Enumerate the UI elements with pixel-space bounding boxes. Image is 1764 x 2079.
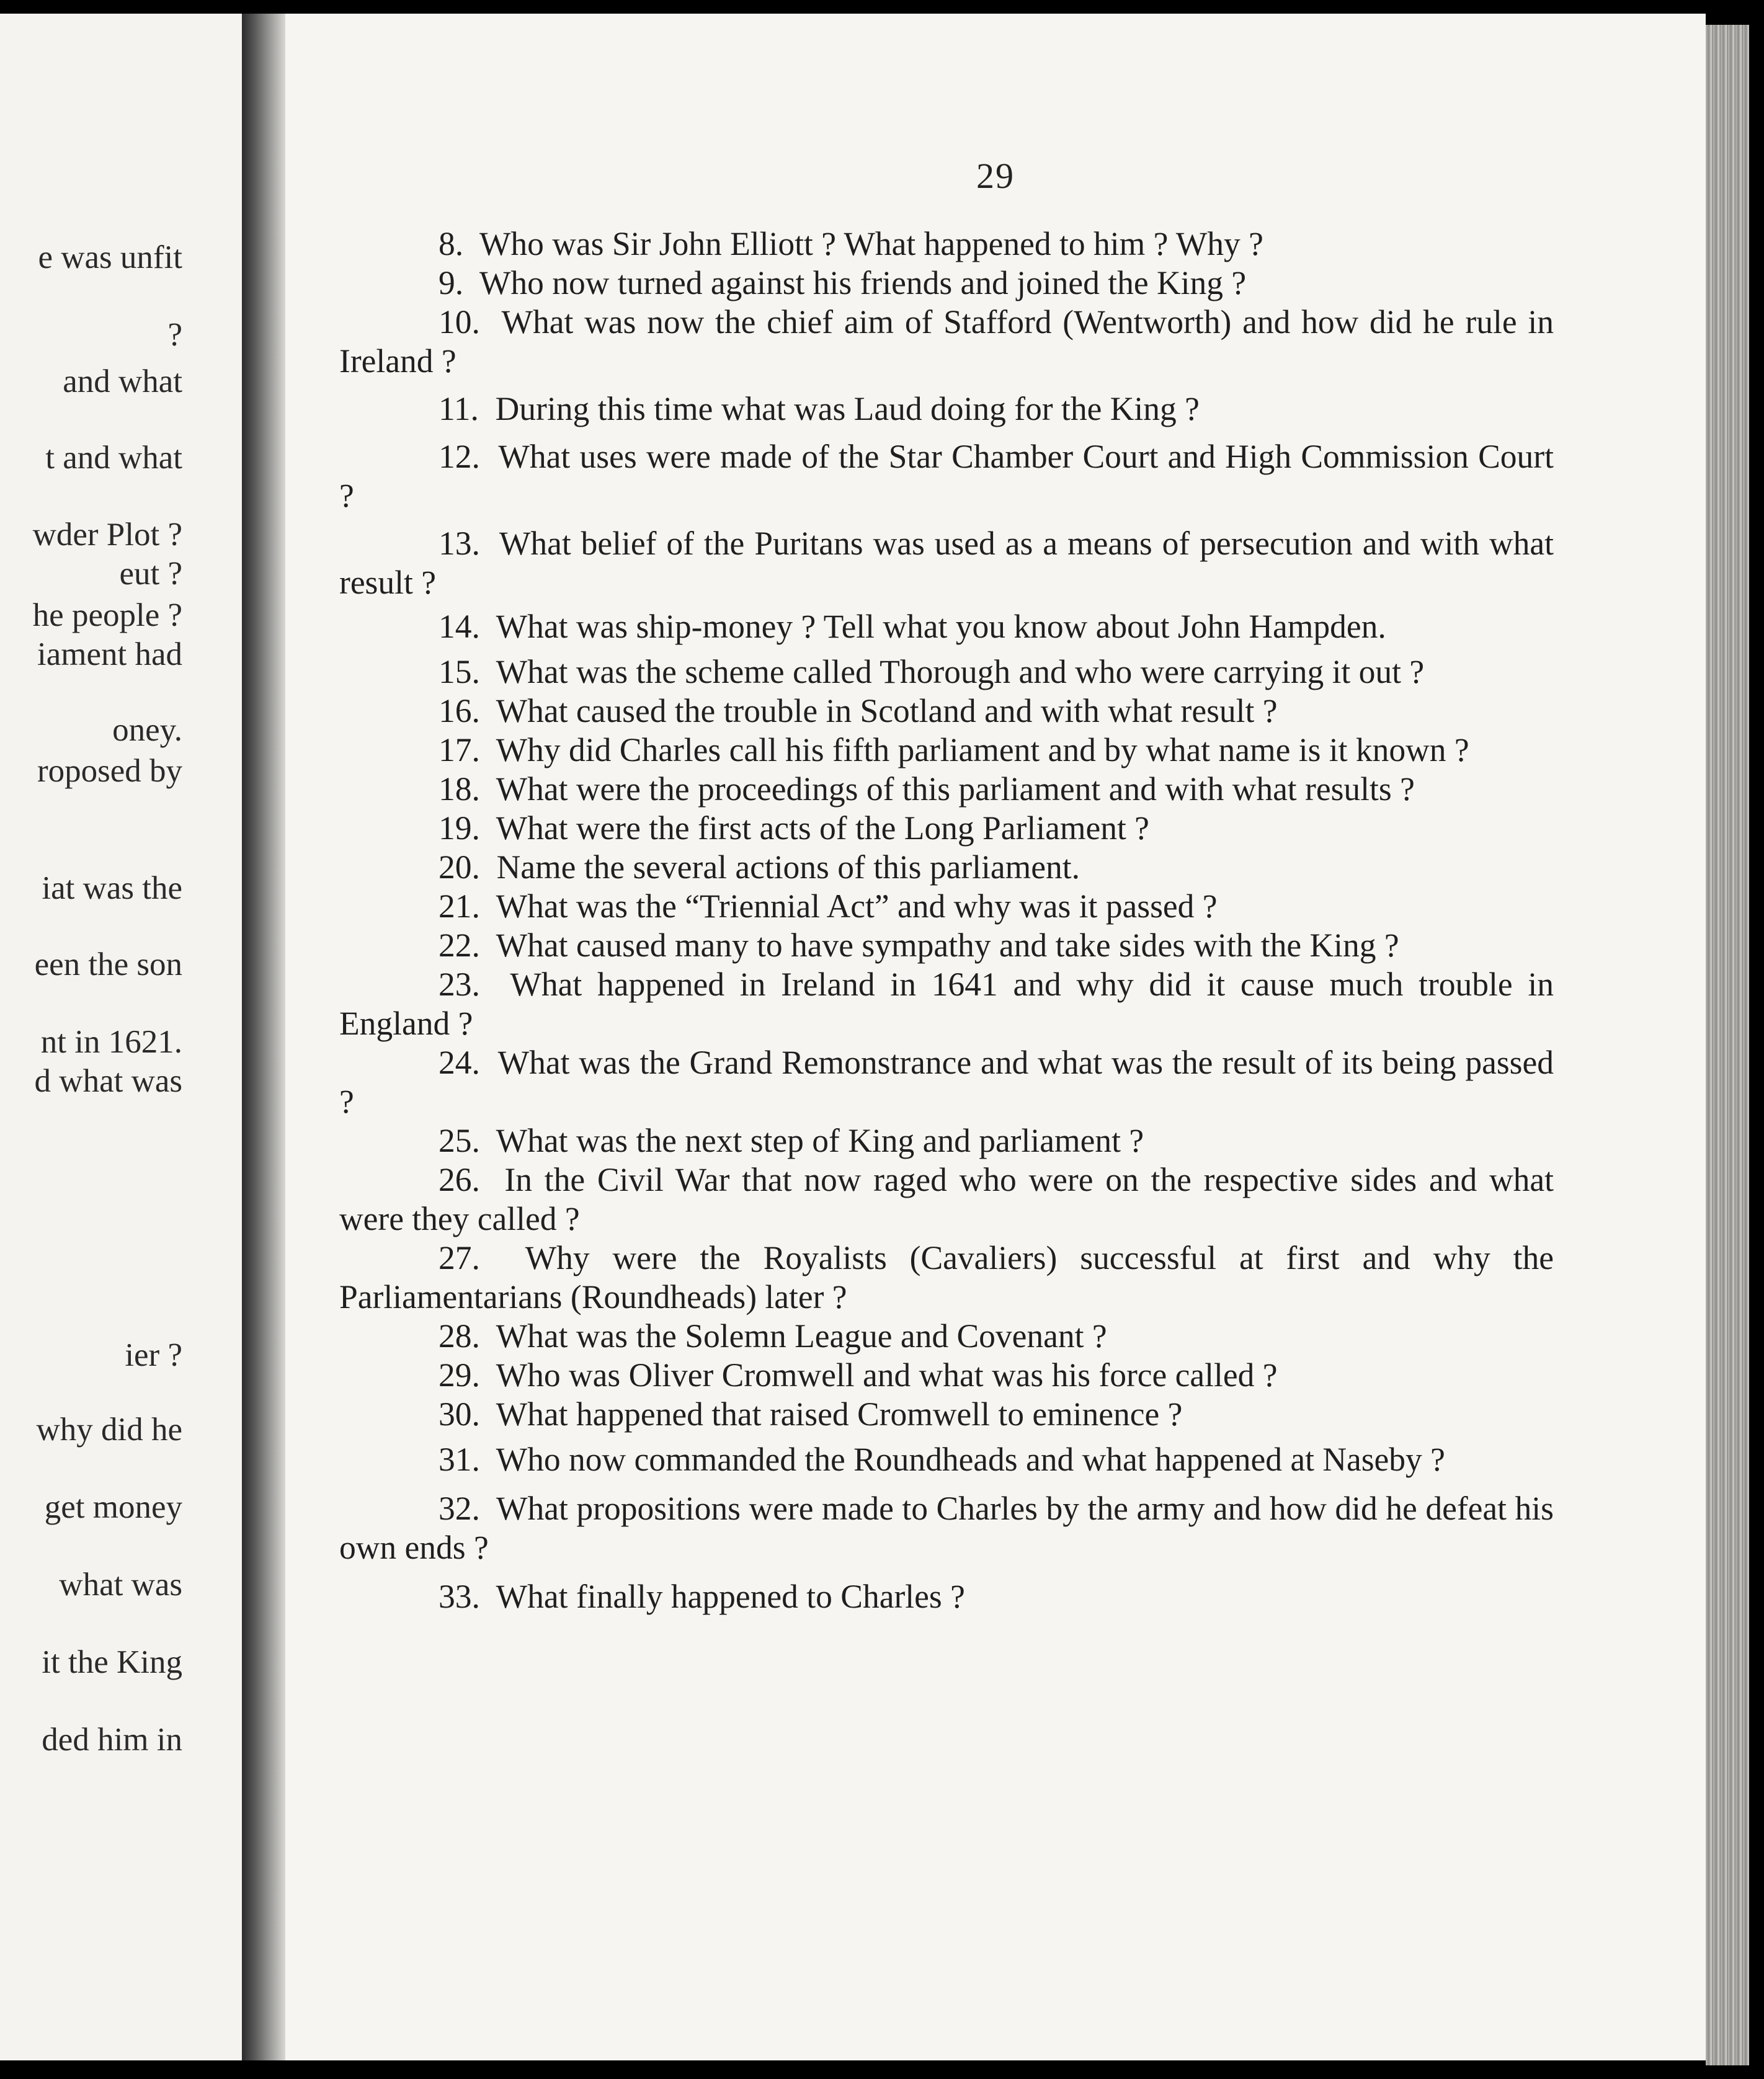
question-number: 20. xyxy=(439,848,480,886)
question-item xyxy=(339,848,1554,887)
question-number: 15. xyxy=(439,653,480,690)
left-page-line: wder Plot ? xyxy=(32,517,182,553)
question-number: 22. xyxy=(439,927,480,964)
question-text: What was the Solemn League and Covenant ? xyxy=(496,1317,1107,1355)
question-text: What were the proceedings of this parliament and with what results ? xyxy=(496,770,1415,808)
question-text: What caused many to have sympathy and take sides with the King ? xyxy=(496,927,1399,964)
question-number: 32. xyxy=(439,1490,480,1527)
question-text: Who was Sir John Elliott ? What happened to him ? Why ? xyxy=(479,225,1263,262)
left-page-line: ier ? xyxy=(125,1337,182,1373)
question-text: What was ship-money ? Tell what you know about John Hampden. xyxy=(496,608,1386,645)
left-page-line: e was unfit xyxy=(38,239,182,275)
left-page-line: t and what xyxy=(45,440,182,476)
question-text: What uses were made of the Star Chamber Court and High Commission Court ? xyxy=(339,438,1554,514)
question-number: 11. xyxy=(439,390,479,427)
question-item xyxy=(339,390,1554,429)
question-number: 9. xyxy=(439,264,464,301)
question-text: What propositions were made to Charles by the army and how did he defeat his own ends ? xyxy=(339,1490,1554,1566)
question-number: 25. xyxy=(439,1122,480,1159)
left-page-line: eut ? xyxy=(119,556,182,592)
left-page-line: ? xyxy=(167,317,182,353)
question-item xyxy=(339,731,1554,770)
right-page xyxy=(285,14,1706,2060)
question-number: 14. xyxy=(439,608,480,645)
question-item xyxy=(339,1440,1554,1479)
question-item xyxy=(339,1043,1554,1121)
question-number: 33. xyxy=(439,1578,480,1615)
question-number: 21. xyxy=(439,888,480,925)
question-number: 29. xyxy=(439,1356,480,1394)
question-item xyxy=(339,1489,1554,1567)
left-page-line: roposed by xyxy=(37,753,182,789)
question-number: 24. xyxy=(439,1044,480,1081)
question-number: 30. xyxy=(439,1396,480,1433)
question-item xyxy=(339,524,1554,602)
question-item xyxy=(339,809,1554,848)
question-number: 16. xyxy=(439,692,480,729)
left-page-line: and what xyxy=(63,363,182,399)
left-page-line: ded him in xyxy=(42,1722,182,1758)
left-page-line: iat was the xyxy=(42,870,182,906)
question-item xyxy=(339,1577,1554,1616)
question-text: What was the scheme called Thorough and who were carrying it out ? xyxy=(496,653,1425,690)
question-text: What caused the trouble in Scotland and with what result ? xyxy=(496,692,1278,729)
question-text: Who was Oliver Cromwell and what was his force called ? xyxy=(496,1356,1278,1394)
left-page-line: it the King xyxy=(42,1644,182,1680)
page-edges xyxy=(1706,25,1749,2065)
left-page-line: get money xyxy=(44,1489,182,1525)
question-item xyxy=(339,303,1554,381)
left-page-line: what was xyxy=(59,1567,182,1603)
question-text: Why were the Royalists (Cavaliers) successful at first and why the Parliamentarians (Roundheads) later ? xyxy=(339,1239,1554,1316)
question-text: Who now commanded the Roundheads and what happened at Naseby ? xyxy=(496,1441,1445,1478)
question-number: 27. xyxy=(439,1239,480,1276)
question-text: What belief of the Puritans was used as a means of persecution and with what result ? xyxy=(339,525,1554,601)
question-text: What was the “Triennial Act” and why was it passed ? xyxy=(496,888,1218,925)
question-list xyxy=(339,225,1554,1616)
left-page-line: nt in 1621. xyxy=(40,1024,182,1060)
left-page-line: why did he xyxy=(36,1412,182,1448)
question-number: 19. xyxy=(439,809,480,847)
question-number: 10. xyxy=(439,303,480,341)
question-item xyxy=(339,1160,1554,1239)
question-number: 31. xyxy=(439,1441,480,1478)
question-item xyxy=(339,1317,1554,1356)
book-gutter xyxy=(242,14,285,2060)
left-page xyxy=(0,14,242,2060)
left-page-line: oney. xyxy=(112,712,182,748)
question-number: 8. xyxy=(439,225,464,262)
question-text: Who now turned against his friends and joined the King ? xyxy=(479,264,1247,301)
question-item xyxy=(339,1395,1554,1434)
question-number: 13. xyxy=(439,525,480,562)
question-number: 18. xyxy=(439,770,480,808)
left-page-line: d what was xyxy=(34,1063,182,1099)
question-text: What were the first acts of the Long Parliament ? xyxy=(496,809,1149,847)
left-page-line: he people ? xyxy=(32,597,182,633)
question-item xyxy=(339,1121,1554,1160)
question-item xyxy=(339,965,1554,1043)
question-text: Name the several actions of this parliament. xyxy=(496,848,1080,886)
question-item xyxy=(339,770,1554,809)
question-text: What was the Grand Remonstrance and what was the result of its being passed ? xyxy=(339,1044,1554,1120)
question-item xyxy=(339,887,1554,926)
question-number: 12. xyxy=(439,438,480,475)
question-item xyxy=(339,926,1554,965)
question-text: What was the next step of King and parliament ? xyxy=(496,1122,1144,1159)
question-item xyxy=(339,437,1554,515)
question-text: What finally happened to Charles ? xyxy=(496,1578,965,1615)
question-text: What happened that raised Cromwell to eminence ? xyxy=(496,1396,1183,1433)
question-number: 17. xyxy=(439,731,480,768)
question-text: Why did Charles call his fifth parliament and by what name is it known ? xyxy=(496,731,1469,768)
question-text: What was now the chief aim of Stafford (Wentworth) and how did he rule in Ireland ? xyxy=(339,303,1554,380)
question-number: 28. xyxy=(439,1317,480,1355)
question-item xyxy=(339,225,1554,264)
left-page-line: iament had xyxy=(37,636,182,672)
question-item xyxy=(339,264,1554,303)
question-number: 23. xyxy=(439,966,480,1003)
question-text: During this time what was Laud doing for the King ? xyxy=(495,390,1200,427)
question-item xyxy=(339,607,1554,646)
question-item xyxy=(339,652,1554,692)
question-text: In the Civil War that now raged who were on the respective sides and what were they called ? xyxy=(339,1161,1554,1237)
question-text: What happened in Ireland in 1641 and why did it cause much trouble in England ? xyxy=(339,966,1554,1042)
page-number: 29 xyxy=(976,156,1015,196)
question-item xyxy=(339,1239,1554,1317)
question-item xyxy=(339,692,1554,731)
left-page-line: een the son xyxy=(34,946,182,982)
question-number: 26. xyxy=(439,1161,480,1198)
question-item xyxy=(339,1356,1554,1395)
